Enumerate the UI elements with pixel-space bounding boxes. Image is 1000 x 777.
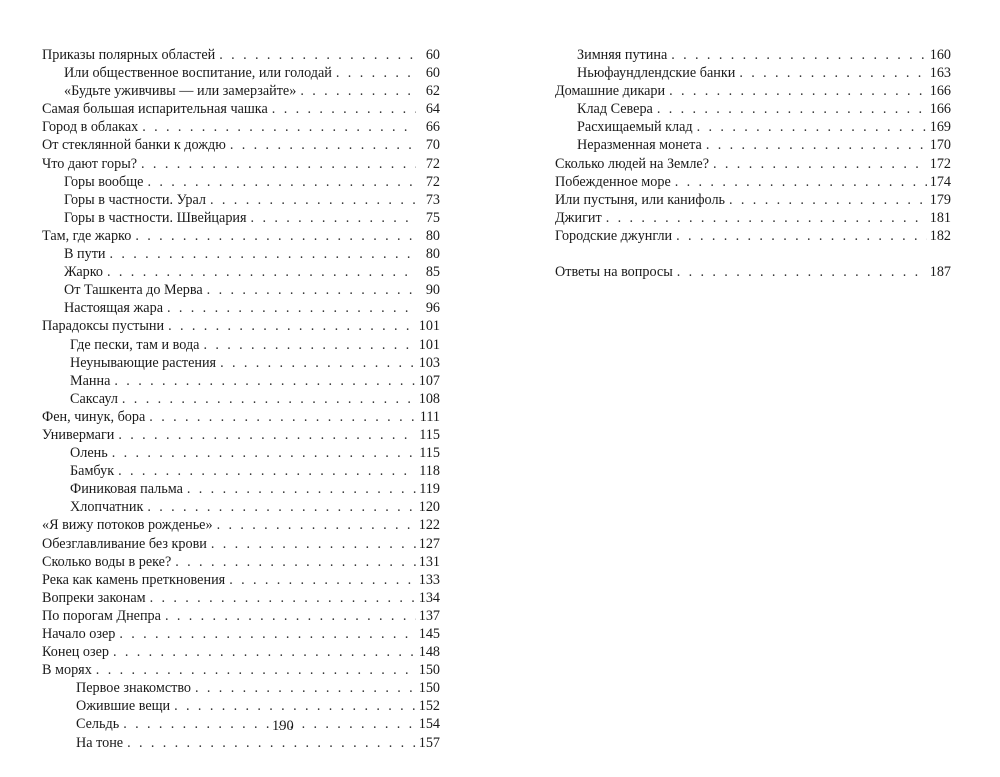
toc-entry [555, 263, 951, 281]
toc-entry [42, 734, 440, 752]
dot-leader [118, 462, 416, 480]
toc-entry-title: Зимняя путина [577, 47, 668, 63]
dot-leader [107, 263, 416, 281]
dot-leader [123, 715, 416, 733]
toc-entry [42, 408, 440, 426]
toc-entry [42, 354, 440, 372]
dot-leader [195, 679, 416, 697]
toc-list-left [42, 46, 440, 752]
toc-entry-title: «Будьте уживчивы — или замерзайте» [64, 83, 297, 100]
toc-entry-page: 179 [929, 191, 951, 208]
dot-leader [147, 498, 416, 516]
toc-entry-title: Парадоксы пустыни [42, 318, 165, 335]
toc-entry-title: Неунывающие растения [70, 354, 217, 371]
toc-entry [42, 46, 440, 64]
toc-entry-title: Ньюфаундлендские банки [577, 65, 736, 82]
toc-entry-title: «Я вижу потоков рожденье» [42, 517, 213, 534]
dot-leader [210, 191, 416, 209]
toc-entry-page: 122 [418, 517, 440, 534]
toc-entry-page: 154 [418, 716, 440, 733]
toc-entry [42, 82, 440, 100]
toc-entry [42, 263, 440, 281]
dot-leader [669, 82, 927, 100]
toc-entry [555, 46, 951, 64]
toc-entry-title: Расхищаемый клад [577, 119, 693, 136]
toc-entry [555, 82, 951, 100]
toc-entry [42, 715, 440, 733]
toc-entry-title: Самая большая испарительная чашка [42, 101, 268, 118]
toc-entry-page: 166 [929, 101, 951, 118]
toc-entry-title: Домашние дикари [555, 83, 666, 100]
dot-leader [671, 46, 927, 64]
toc-entry-page: 80 [425, 246, 440, 263]
toc-entry-title: Универмаги [42, 426, 115, 443]
dot-leader [203, 336, 416, 354]
toc-entry [555, 100, 951, 118]
toc-entry-page: 181 [929, 209, 951, 226]
dot-leader [220, 354, 416, 372]
toc-entry-page: 119 [419, 481, 440, 498]
toc-entry-page: 85 [425, 264, 440, 281]
dot-leader [174, 697, 416, 715]
toc-entry-page: 152 [418, 698, 440, 715]
toc-entry-title: Конец озер [42, 644, 109, 661]
dot-leader [272, 100, 416, 118]
toc-entry-page: 111 [419, 408, 440, 425]
toc-entry [42, 227, 440, 245]
toc-entry-title: Клад Севера [577, 101, 653, 118]
dot-leader [112, 444, 416, 462]
dot-leader [230, 136, 416, 154]
dot-leader [142, 118, 416, 136]
toc-entry-page: 133 [418, 571, 440, 588]
toc-entry-title: Хлопчатник [70, 499, 144, 516]
toc-entry-title: Джигит [555, 209, 602, 226]
toc-entry [42, 136, 440, 154]
dot-leader [141, 155, 416, 173]
dot-leader [729, 191, 927, 209]
dot-leader [219, 46, 416, 64]
toc-entry-page: 70 [425, 137, 440, 154]
toc-entry-title: Сколько воды в реке? [42, 553, 172, 570]
toc-entry [42, 336, 440, 354]
dot-leader [147, 173, 416, 191]
toc-entry-page: 169 [929, 119, 951, 136]
dot-leader [150, 589, 416, 607]
toc-entry-page: 148 [418, 644, 440, 661]
toc-entry-page: 115 [419, 445, 440, 462]
dot-leader [96, 661, 416, 679]
toc-entry [42, 281, 440, 299]
toc-entry [42, 317, 440, 335]
toc-entry-page: 166 [929, 83, 951, 100]
toc-entry [42, 462, 440, 480]
toc-entry [42, 480, 440, 498]
dot-leader [336, 64, 416, 82]
toc-entry-page: 115 [419, 426, 440, 443]
dot-leader [217, 516, 416, 534]
dot-leader [676, 227, 927, 245]
dot-leader [119, 625, 416, 643]
toc-entry-page: 134 [418, 589, 440, 606]
toc-entry [42, 661, 440, 679]
toc-entry-title: На тоне [76, 734, 124, 751]
toc-entry-title: Горы в частности. Урал [64, 191, 207, 208]
dot-leader [713, 155, 927, 173]
toc-entry-title: Начало озер [42, 626, 116, 642]
toc-entry [42, 625, 440, 643]
dot-leader [739, 64, 927, 82]
toc-entry-title: Олень [70, 445, 108, 462]
toc-entry-page: 150 [418, 680, 440, 697]
toc-entry [555, 227, 951, 245]
toc-entry-title: Вопреки законам [42, 589, 146, 606]
toc-entry-page: 80 [425, 227, 440, 244]
toc-entry [555, 136, 951, 154]
dot-leader [168, 317, 416, 335]
toc-entry-page: 187 [929, 264, 951, 281]
toc-entry-page: 101 [418, 336, 440, 353]
dot-leader [113, 643, 416, 661]
toc-entry [42, 118, 440, 136]
toc-entry-title: От стеклянной банки к дождю [42, 137, 226, 154]
toc-entry-page: 90 [425, 282, 440, 299]
dot-leader [149, 408, 416, 426]
toc-entry-title: Первое знакомство [76, 680, 192, 697]
dot-leader [110, 245, 417, 263]
toc-entry-title: Фен, чинук, бора [42, 408, 146, 425]
toc-entry-title: В морях [42, 662, 92, 679]
toc-entry-title: Жарко [64, 264, 104, 281]
toc-entry-page: 103 [418, 354, 440, 371]
toc-list-right [555, 46, 951, 281]
toc-entry [42, 571, 440, 589]
toc-entry-title: Финиковая пальма [70, 481, 183, 498]
toc-entry-page: 72 [425, 173, 440, 190]
toc-entry-title: Побежденное море [555, 173, 671, 190]
toc-entry-page: 160 [929, 47, 951, 63]
toc-entry [555, 209, 951, 227]
toc-entry [42, 643, 440, 661]
toc-entry-page: 60 [425, 65, 440, 82]
dot-leader [207, 281, 416, 299]
toc-entry [42, 100, 440, 118]
dot-leader [175, 553, 416, 571]
toc-entry-title: В пути [64, 246, 106, 263]
toc-entry-title: Приказы полярных областей [42, 47, 216, 63]
toc-entry [42, 155, 440, 173]
toc-entry-page: 157 [418, 734, 440, 751]
toc-entry-page: 172 [929, 155, 951, 172]
dot-leader [677, 263, 927, 281]
dot-leader [122, 390, 416, 408]
toc-entry-title: Сельдь [76, 716, 120, 733]
toc-entry-title: Неразменная монета [577, 137, 702, 154]
toc-entry [42, 299, 440, 317]
toc-entry-title: Ответы на вопросы [555, 264, 673, 281]
toc-entry-page: 118 [419, 463, 440, 480]
toc-entry-title: От Ташкента до Мерва [64, 282, 203, 299]
toc-entry-page: 101 [418, 318, 440, 335]
dot-leader [165, 607, 416, 625]
toc-entry-title: Сколько людей на Земле? [555, 155, 710, 172]
toc-entry-page: 170 [929, 137, 951, 154]
toc-entry [42, 245, 440, 263]
toc-entry-page: 137 [418, 607, 440, 624]
toc-entry-page: 163 [929, 65, 951, 82]
dot-leader [697, 118, 927, 136]
toc-entry [555, 173, 951, 191]
toc-entry [42, 372, 440, 390]
toc-entry [42, 191, 440, 209]
dot-leader [657, 100, 927, 118]
toc-entry-title: Обезглавливание без крови [42, 535, 207, 552]
toc-entry-title: Город в облаках [42, 119, 139, 136]
page-number: 190 [272, 718, 294, 734]
toc-entry-title: Там, где жарко [42, 227, 132, 244]
dot-leader [135, 227, 416, 245]
toc-entry-title: Или общественное воспитание, или голодай [64, 65, 332, 82]
dot-leader [675, 173, 927, 191]
toc-entry-title: Река как камень преткновения [42, 571, 226, 588]
dot-leader [706, 136, 927, 154]
toc-entry [42, 697, 440, 715]
toc-entry [555, 64, 951, 82]
toc-entry-page: 182 [929, 227, 951, 244]
toc-entry [42, 209, 440, 227]
toc-entry-page: 62 [425, 83, 440, 100]
toc-entry [555, 155, 951, 173]
dot-leader [229, 571, 416, 589]
toc-entry-page: 64 [425, 101, 440, 118]
toc-entry-title: Где пески, там и вода [70, 336, 200, 353]
toc-entry-page: 150 [418, 662, 440, 679]
toc-entry-page: 66 [425, 119, 440, 136]
toc-entry-page: 131 [418, 553, 440, 570]
toc-entry [42, 64, 440, 82]
toc-entry-page: 60 [425, 47, 440, 63]
toc-entry-title: Настоящая жара [64, 300, 163, 317]
toc-entry-title: По порогам Днепра [42, 607, 161, 624]
toc-entry-title: Что дают горы? [42, 155, 138, 172]
toc-entry-title: Горы в частности. Швейцария [64, 209, 247, 226]
toc-entry [42, 516, 440, 534]
toc-entry-page: 72 [425, 155, 440, 172]
toc-entry-page: 120 [418, 499, 440, 516]
dot-leader [167, 299, 416, 317]
toc-entry-title: Городские джунгли [555, 227, 673, 244]
toc-entry-title: Манна [70, 372, 111, 389]
toc-entry-title: Бамбук [70, 463, 115, 480]
toc-entry [42, 390, 440, 408]
dot-leader [187, 480, 416, 498]
toc-entry-page: 107 [418, 372, 440, 389]
dot-leader [606, 209, 927, 227]
toc-entry [42, 498, 440, 516]
toc-entry-page: 73 [425, 191, 440, 208]
toc-entry [555, 191, 951, 209]
toc-entry [42, 679, 440, 697]
dot-leader [114, 372, 416, 390]
toc-entry [42, 589, 440, 607]
dot-leader [118, 426, 416, 444]
toc-entry [42, 426, 440, 444]
dot-leader [300, 82, 416, 100]
toc-entry-page: 108 [418, 390, 440, 407]
toc-entry [42, 607, 440, 625]
toc-entry-page: 174 [929, 173, 951, 190]
toc-entry [555, 118, 951, 136]
toc-entry-title: Саксаул [70, 390, 118, 407]
toc-entry [42, 173, 440, 191]
dot-leader [251, 209, 416, 227]
toc-entry [42, 535, 440, 553]
toc-entry [42, 553, 440, 571]
toc-entry [42, 444, 440, 462]
toc-entry-page: 127 [418, 535, 440, 552]
dot-leader [127, 734, 416, 752]
toc-entry-page: 96 [425, 300, 440, 317]
toc-entry-title: Горы вообще [64, 173, 144, 190]
toc-entry-page: 75 [425, 209, 440, 226]
toc-entry-title: Ожившие вещи [76, 698, 171, 715]
toc-entry-title: Или пустыня, или канифоль [555, 191, 726, 208]
toc-entry-page: 145 [418, 626, 440, 642]
dot-leader [211, 535, 416, 553]
